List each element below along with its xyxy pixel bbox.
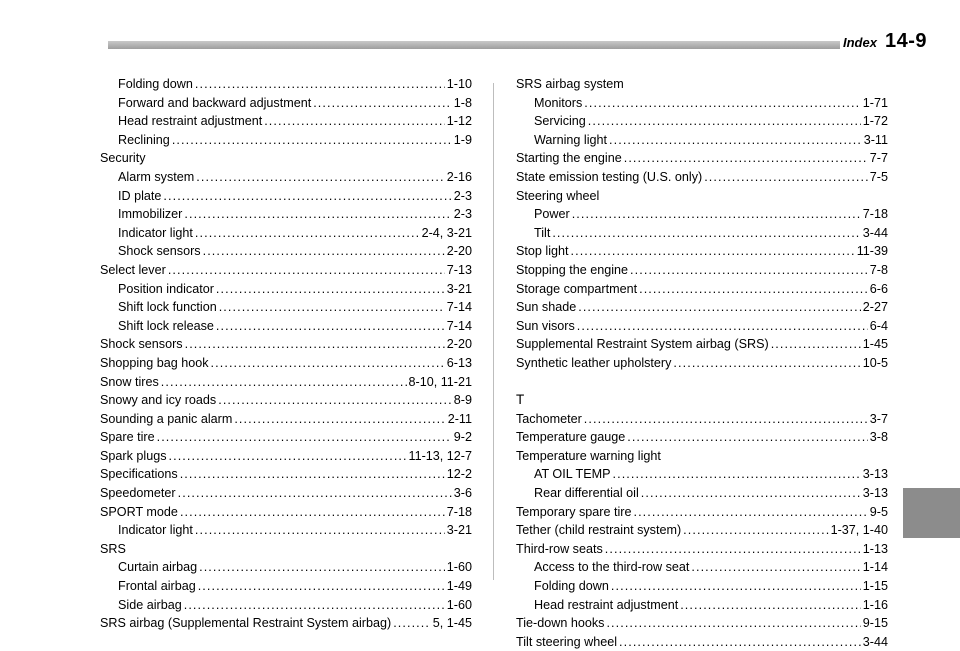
dot-leader (691, 558, 860, 577)
entry-label: SRS (100, 541, 126, 556)
entry-label: Forward and backward adjustment (118, 95, 312, 110)
entry-label: Stopping the engine (516, 262, 629, 277)
index-entry (516, 261, 888, 280)
entry-label: Alarm system (118, 169, 195, 184)
index-entry (516, 187, 888, 206)
dot-leader (771, 335, 861, 354)
index-entry (516, 149, 888, 168)
page-reference: 1-60 (446, 560, 472, 575)
entry-label: Tilt steering wheel (516, 634, 618, 649)
entry-label: Sun shade (516, 300, 577, 315)
page-reference: 2-3 (453, 207, 472, 222)
dot-leader (161, 373, 407, 392)
index-entry (516, 354, 888, 373)
dot-leader (163, 187, 451, 206)
dot-leader (572, 205, 861, 224)
dot-leader (577, 317, 868, 336)
page-reference: 7-18 (446, 504, 472, 519)
entry-label: Immobilizer (118, 207, 183, 222)
dot-leader (169, 447, 407, 466)
dot-leader (611, 577, 861, 596)
index-subentry (100, 187, 472, 206)
dot-leader (195, 75, 445, 94)
dot-leader (613, 465, 861, 484)
entry-label: Warning light (534, 132, 608, 147)
entry-label: SPORT mode (100, 504, 178, 519)
index-entry (100, 540, 472, 559)
dot-leader (168, 261, 445, 280)
index-entry (100, 335, 472, 354)
page-reference: 1-12 (446, 114, 472, 129)
page-reference: 3-13 (862, 467, 888, 482)
index-column-left (100, 75, 472, 633)
index-entry (516, 447, 888, 466)
dot-leader (673, 354, 860, 373)
page-reference: 7-5 (869, 169, 888, 184)
index-subentry (100, 112, 472, 131)
page-reference: 9-5 (869, 504, 888, 519)
entry-label: Indicator light (118, 523, 193, 538)
entry-label: Starting the engine (516, 151, 622, 166)
page-reference: 1-37, 1-40 (830, 523, 888, 538)
index-entry (100, 447, 472, 466)
header-page-number: 14-9 (885, 30, 928, 52)
entry-label: Stop light (516, 244, 569, 259)
page-reference: 1-16 (862, 597, 888, 612)
entry-label: AT OIL TEMP (534, 467, 611, 482)
page-reference: 10-5 (862, 355, 888, 370)
dot-leader (683, 521, 828, 540)
index-entry (516, 503, 888, 522)
page-reference: 1-71 (862, 95, 888, 110)
entry-label: Head restraint adjustment (534, 597, 679, 612)
page-reference: 8-9 (453, 393, 472, 408)
index-entry (100, 614, 472, 633)
entry-label: Temporary spare tire (516, 504, 632, 519)
dot-leader (216, 280, 445, 299)
page-reference: 1-49 (446, 579, 472, 594)
dot-leader (184, 596, 445, 615)
dot-leader (218, 391, 452, 410)
index-entry (516, 614, 888, 633)
dot-leader (180, 503, 445, 522)
page-reference: 7-7 (869, 151, 888, 166)
dot-leader (313, 94, 452, 113)
entry-label: Curtain airbag (118, 560, 198, 575)
index-entry (516, 242, 888, 261)
entry-label: Tachometer (516, 411, 582, 426)
index-entry (516, 298, 888, 317)
index-entry (516, 410, 888, 429)
entry-label: Supplemental Restraint System airbag (SRS) (516, 337, 769, 352)
page-reference: 3-8 (869, 430, 888, 445)
entry-label: Servicing (534, 114, 586, 129)
dot-leader (552, 224, 860, 243)
header-section-label: Index (843, 35, 877, 50)
entry-label: Synthetic leather upholstery (516, 355, 672, 370)
page-reference: 2-4, 3-21 (421, 225, 472, 240)
dot-leader (393, 614, 431, 633)
dot-leader (172, 131, 452, 150)
index-subentry (516, 131, 888, 150)
dot-leader (195, 224, 420, 243)
entry-label: Shopping bag hook (100, 355, 209, 370)
page-reference: 7-14 (446, 300, 472, 315)
index-subentry (516, 94, 888, 113)
index-entry (516, 633, 888, 651)
entry-label: Power (534, 207, 570, 222)
page-reference: 3-7 (869, 411, 888, 426)
index-subentry (100, 280, 472, 299)
page-reference: 11-13, 12-7 (408, 448, 472, 463)
index-subentry (100, 558, 472, 577)
page-reference: 3-44 (862, 225, 888, 240)
entry-label: Folding down (118, 77, 193, 91)
entry-label: Shift lock function (118, 300, 217, 315)
entry-label: Tether (child restraint system) (516, 523, 682, 538)
index-subentry (100, 94, 472, 113)
dot-leader (195, 521, 445, 540)
entry-label: Position indicator (118, 281, 214, 296)
dot-leader (264, 112, 445, 131)
entry-label: Security (100, 151, 146, 166)
index-subentry (100, 131, 472, 150)
dot-leader (199, 558, 445, 577)
dot-leader (606, 614, 860, 633)
page-reference: 7-8 (869, 262, 888, 277)
entry-label: Third-row seats (516, 541, 603, 556)
entry-label: Side airbag (118, 597, 182, 612)
index-entry (100, 149, 472, 168)
page-reference: 1-15 (862, 579, 888, 594)
page-reference: 2-20 (446, 244, 472, 259)
index-subentry (100, 577, 472, 596)
entry-label: Indicator light (118, 225, 193, 240)
index-subentry (100, 596, 472, 615)
entry-label: Frontal airbag (118, 579, 196, 594)
dot-leader (624, 149, 868, 168)
entry-label: Sun visors (516, 318, 575, 333)
page-reference: 1-10 (446, 77, 472, 91)
entry-label: Snowy and icy roads (100, 393, 217, 408)
dot-leader (578, 298, 861, 317)
dot-leader (196, 168, 445, 187)
dot-leader (630, 261, 868, 280)
index-subentry (516, 596, 888, 615)
entry-label: Spare tire (100, 430, 155, 445)
index-subentry (100, 75, 472, 94)
index-subentry (516, 484, 888, 503)
page-reference: 2-3 (453, 188, 472, 203)
dot-leader (584, 94, 860, 113)
header-rule (108, 41, 840, 49)
entry-label: Tie-down hooks (516, 616, 605, 631)
index-entry (100, 428, 472, 447)
dot-leader (588, 112, 861, 131)
dot-leader (605, 540, 861, 559)
index-entry (100, 503, 472, 522)
index-entry (100, 354, 472, 373)
page-reference: 1-45 (862, 337, 888, 352)
page-reference: 3-6 (453, 486, 472, 501)
entry-label: Select lever (100, 262, 166, 277)
index-subentry (516, 577, 888, 596)
entry-label: Rear differential oil (534, 486, 639, 501)
dot-leader (584, 410, 868, 429)
entry-label: State emission testing (U.S. only) (516, 169, 703, 184)
index-entry (516, 75, 888, 94)
dot-leader (211, 354, 445, 373)
entry-label: Specifications (100, 467, 178, 482)
index-entry (516, 317, 888, 336)
index-subentry (100, 205, 472, 224)
index-entry (516, 428, 888, 447)
entry-label: Steering wheel (516, 188, 600, 203)
dot-leader (178, 484, 452, 503)
dot-leader (680, 596, 861, 615)
page-reference: 2-20 (446, 337, 472, 352)
index-entry (516, 540, 888, 559)
dot-leader (627, 428, 868, 447)
entry-label: Temperature gauge (516, 430, 626, 445)
index-entry (516, 335, 888, 354)
entry-label: SRS airbag system (516, 77, 624, 91)
index-subentry (100, 521, 472, 540)
index-letter-heading: T (516, 392, 525, 408)
index-subentry (516, 558, 888, 577)
dot-leader (219, 298, 445, 317)
index-entry (100, 465, 472, 484)
dot-leader (216, 317, 445, 336)
entry-label: ID plate (118, 188, 162, 203)
dot-leader (184, 205, 451, 224)
page-reference: 3-13 (862, 486, 888, 501)
page-reference: 9-15 (862, 616, 888, 631)
index-entry (516, 168, 888, 187)
index-subentry (100, 242, 472, 261)
index-column-right (516, 75, 888, 651)
page-reference: 12-2 (446, 467, 472, 482)
index-subentry (100, 298, 472, 317)
dot-leader (234, 410, 445, 429)
entry-label: Storage compartment (516, 281, 638, 296)
index-subentry (100, 317, 472, 336)
page-reference: 1-72 (862, 114, 888, 129)
entry-label: Tilt (534, 225, 551, 240)
page-reference: 2-27 (862, 300, 888, 315)
entry-label: Access to the third-row seat (534, 560, 690, 575)
dot-leader (203, 242, 445, 261)
entry-label: Snow tires (100, 374, 159, 389)
dot-leader (609, 131, 862, 150)
index-subentry (100, 224, 472, 243)
page-reference: 3-11 (863, 132, 888, 147)
index-entry (100, 484, 472, 503)
entry-label: SRS airbag (Supplemental Restraint System airbag) (100, 616, 392, 631)
dot-leader (633, 503, 867, 522)
index-entry (100, 391, 472, 410)
entry-label: Shift lock release (118, 318, 214, 333)
dot-leader (704, 168, 868, 187)
index-subentry (516, 205, 888, 224)
entry-label: Shock sensors (118, 244, 201, 259)
page-reference: 1-9 (453, 132, 472, 147)
page-reference: 1-60 (446, 597, 472, 612)
index-subentry (516, 465, 888, 484)
spacer (516, 373, 888, 392)
page-reference: 2-16 (446, 169, 472, 184)
index-subentry (516, 224, 888, 243)
dot-leader (185, 335, 445, 354)
index-entry (516, 280, 888, 299)
entry-label: Temperature warning light (516, 448, 661, 463)
index-subentry (100, 168, 472, 187)
dot-leader (571, 242, 855, 261)
dot-leader (157, 428, 452, 447)
dot-leader (641, 484, 861, 503)
page-reference: 5, 1-45 (432, 616, 472, 631)
index-subentry (516, 112, 888, 131)
page-reference: 7-14 (446, 318, 472, 333)
dot-leader (639, 280, 868, 299)
page-reference: 7-18 (862, 207, 888, 222)
entry-label: Head restraint adjustment (118, 114, 263, 129)
entry-label: Speedometer (100, 486, 176, 501)
entry-label: Monitors (534, 95, 583, 110)
dot-leader (198, 577, 445, 596)
entry-label: Reclining (118, 132, 170, 147)
page-reference: 9-2 (453, 430, 472, 445)
page-reference: 2-11 (447, 411, 472, 426)
index-entry (516, 521, 888, 540)
dot-leader (619, 633, 861, 651)
column-divider (493, 83, 494, 580)
page-reference: 11-39 (856, 244, 888, 259)
page-reference: 3-21 (446, 281, 472, 296)
entry-label: Folding down (534, 579, 609, 594)
page-reference: 8-10, 11-21 (408, 374, 472, 389)
chapter-thumb-tab (903, 488, 960, 538)
page-reference: 7-13 (446, 262, 472, 277)
page-reference: 6-4 (869, 318, 888, 333)
dot-leader (180, 465, 445, 484)
page-reference: 1-14 (862, 560, 888, 575)
index-entry (100, 373, 472, 392)
page-reference: 6-13 (446, 355, 472, 370)
index-entry (100, 410, 472, 429)
entry-label: Spark plugs (100, 448, 167, 463)
page-reference: 3-44 (862, 634, 888, 649)
entry-label: Shock sensors (100, 337, 183, 352)
page-reference: 1-8 (453, 95, 472, 110)
page-reference: 1-13 (862, 541, 888, 556)
page-reference: 6-6 (869, 281, 888, 296)
entry-label: Sounding a panic alarm (100, 411, 233, 426)
index-entry (100, 261, 472, 280)
page-reference: 3-21 (446, 523, 472, 538)
